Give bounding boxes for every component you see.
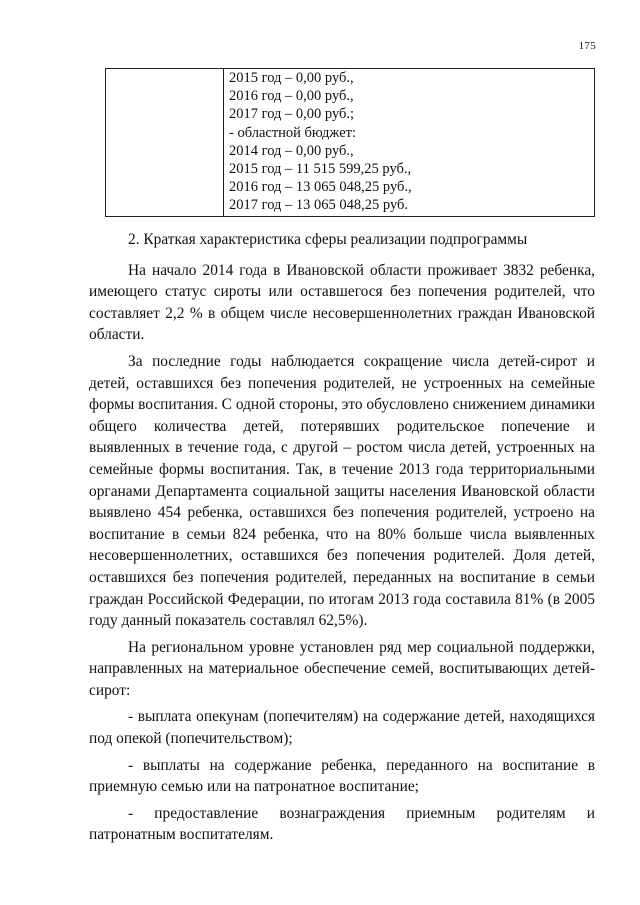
funding-line: 2017 год – 0,00 руб.; [229,106,355,123]
funding-table-row [106,69,595,217]
page-number: 175 [578,40,596,52]
paragraph-orphans-count: На начало 2014 года в Ивановской области проживает 3832 ребенка, имеющего статус сироты или оставшегося без попечения родителей, что составляет 2,2 % в общем числе несовершеннолетних граждан Ивановской области. [89,261,595,344]
funding-line: 2016 год – 13 065 048,25 руб., [229,179,412,196]
funding-table [105,68,595,217]
list-item-foster-remuneration: - предоставление вознаграждения приемным родителям и патронатным воспитателям. [89,804,595,844]
document-body [89,229,595,851]
funding-line: 2015 год – 0,00 руб., [229,70,354,86]
paragraph-support-measures: На региональном уровне установлен ряд мер социальной поддержки, направленных на материальное обеспечение семей, воспитывающих детей-сирот: [89,638,595,699]
funding-line: 2014 год – 0,00 руб., [229,142,354,159]
section-heading: 2. Краткая характеристика сферы реализации подпрограммы [128,231,528,248]
list-item-guardian-payment: - выплата опекунам (попечителям) на содержание детей, находящихся под опекой (попечительством); [89,708,595,748]
paragraph-placement-trends: За последние годы наблюдается сокращение числа детей-сирот и детей, оставшихся без попечения родителей, не устроенных на семейные формы воспитания. С одной стороны, это обусловлено снижением динамики общего количества детей, потерявших родительское попечение и выявленных в течение года, с другой – ростом числа детей, устроенных на семейные формы воспитания. Так, в течение 2013 года территориальными органами Департамента социальной защиты населения Ивановской области выявлено 454 ребенка, оставшихся без попечения родителей, устроено на воспитание в семьи 824 ребенка, что на 80% больше числа выявленных несовершеннолетних, оставшихся без попечения родителей. Доля детей, оставшихся без попечения родителей, переданных на воспитание в семьи граждан Российской Федерации, по итогам 2013 года составила 81% (в 2005 году данный показатель составлял 62,5%). [89,352,595,630]
funding-line: 2015 год – 11 515 599,25 руб., [229,161,412,178]
funding-line: - областной бюджет: [229,124,357,141]
funding-line: 2016 год – 0,00 руб., [229,88,354,105]
funding-table-label-cell [106,69,224,217]
list-item-foster-payment: - выплаты на содержание ребенка, переданного на воспитание в приемную семью или на патронатное воспитание; [89,756,595,796]
funding-line: 2017 год – 13 065 048,25 руб. [229,197,409,214]
funding-table-value-cell [224,69,595,217]
